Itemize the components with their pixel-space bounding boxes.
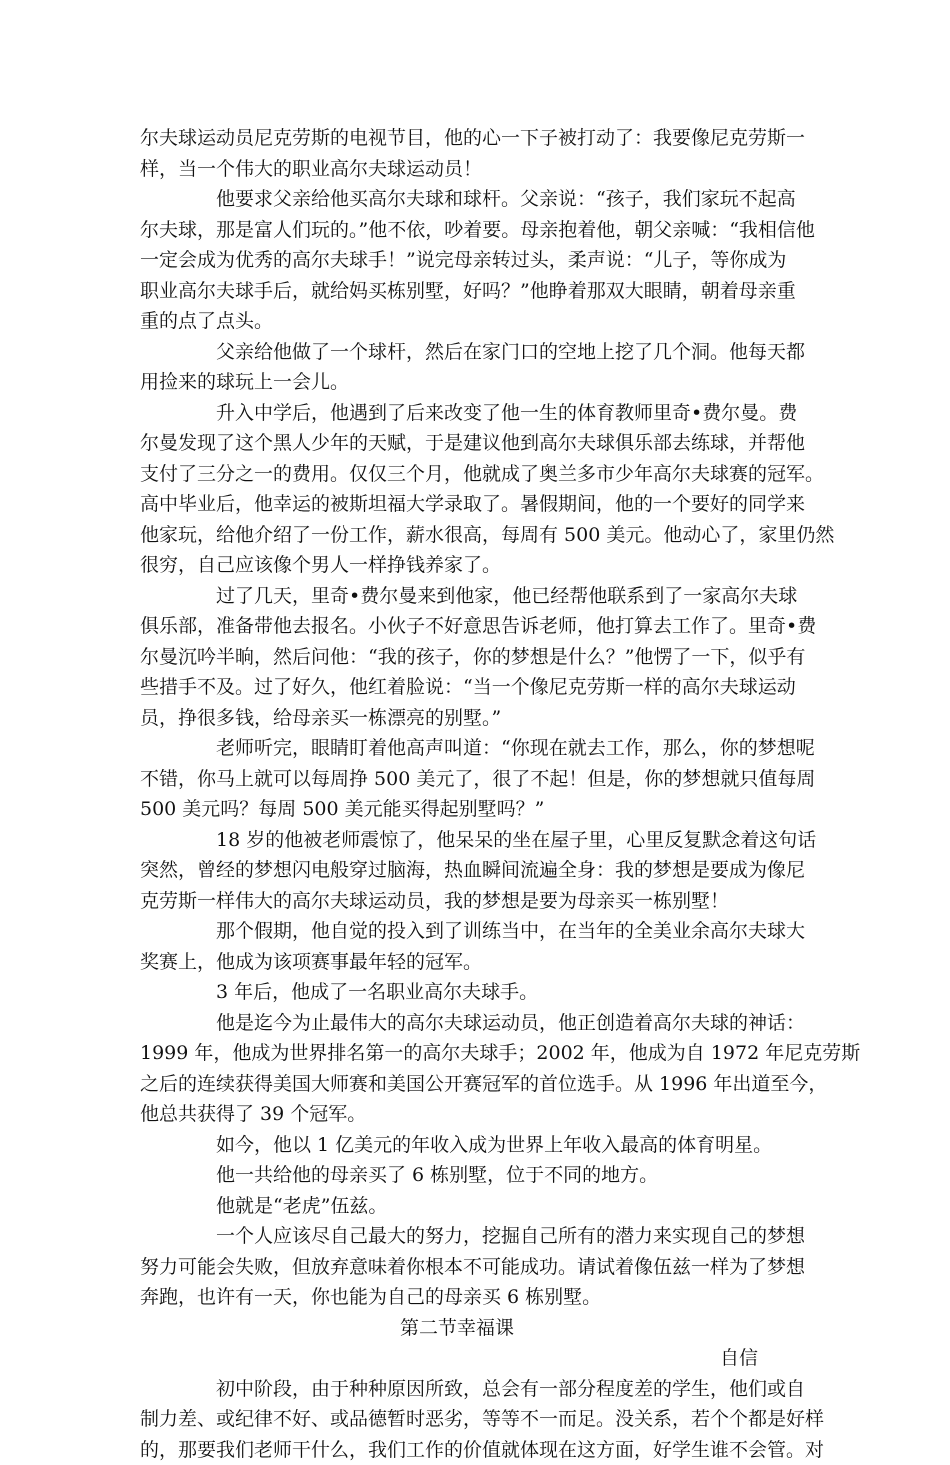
text-line: 他总共获得了 39 个冠军。: [140, 1099, 820, 1130]
text-line: 他家玩，给他介绍了一份工作，薪水很高，每周有 500 美元。他动心了，家里仍然: [140, 520, 820, 551]
text-line: 高中毕业后，他幸运的被斯坦福大学录取了。暑假期间，他的一个要好的同学来: [140, 489, 820, 520]
text-line: 突然，曾经的梦想闪电般穿过脑海，热血瞬间流遍全身：我的梦想是要成为像尼: [140, 855, 820, 886]
text-line: 制力差、或纪律不好、或品德暂时恶劣，等等不一而足。没关系，若个个都是好样: [140, 1404, 820, 1435]
section-heading: 第二节幸福课: [140, 1313, 820, 1344]
text-line: 之后的连续获得美国大师赛和美国公开赛冠军的首位选手。从 1996 年出道至今，: [140, 1069, 820, 1100]
text-line: 尔夫球运动员尼克劳斯的电视节目，他的心一下子被打动了：我要像尼克劳斯一: [140, 123, 820, 154]
text-line: 尔曼沉吟半晌，然后问他：“我的孩子，你的梦想是什么？”他愣了一下，似乎有: [140, 642, 820, 673]
text-line: 一定会成为优秀的高尔夫球手！”说完母亲转过头，柔声说：“儿子，等你成为: [140, 245, 820, 276]
paragraph-first-line: 那个假期，他自觉的投入到了训练当中，在当年的全美业余高尔夫球大: [140, 916, 820, 947]
text-line: 不错，你马上就可以每周挣 500 美元了，很了不起！但是，你的梦想就只值每周: [140, 764, 820, 795]
paragraph-first-line: 过了几天，里奇•费尔曼来到他家，他已经帮他联系到了一家高尔夫球: [140, 581, 820, 612]
paragraph-first-line: 初中阶段，由于种种原因所致，总会有一部分程度差的学生，他们或自: [140, 1374, 820, 1405]
paragraph-first-line: 父亲给他做了一个球杆，然后在家门口的空地上挖了几个洞。他每天都: [140, 337, 820, 368]
paragraph-first-line: 他要求父亲给他买高尔夫球和球杆。父亲说：“孩子，我们家玩不起高: [140, 184, 820, 215]
text-line: 些措手不及。过了好久，他红着脸说：“当一个像尼克劳斯一样的高尔夫球运动: [140, 672, 820, 703]
paragraph-first-line: 他是迄今为止最伟大的高尔夫球运动员，他正创造着高尔夫球的神话：: [140, 1008, 820, 1039]
paragraph-first-line: 18 岁的他被老师震惊了，他呆呆的坐在屋子里，心里反复默念着这句话: [140, 825, 820, 856]
text-line: 1999 年，他成为世界排名第一的高尔夫球手；2002 年，他成为自 1972 年尼克劳斯: [140, 1038, 820, 1069]
text-line: 尔曼发现了这个黑人少年的天赋，于是建议他到高尔夫球俱乐部去练球，并帮他: [140, 428, 820, 459]
text-line: 努力可能会失败，但放弃意味着你根本不可能成功。请试着像伍兹一样为了梦想: [140, 1252, 820, 1283]
subsection-title: 自信: [140, 1343, 820, 1374]
paragraph-first-line: 他一共给他的母亲买了 6 栋别墅，位于不同的地方。: [140, 1160, 820, 1191]
text-line: 很穷，自己应该像个男人一样挣钱养家了。: [140, 550, 820, 581]
text-line: 职业高尔夫球手后，就给妈买栋别墅，好吗？”他睁着那双大眼睛，朝着母亲重: [140, 276, 820, 307]
paragraph-first-line: 一个人应该尽自己最大的努力，挖掘自己所有的潜力来实现自己的梦想: [140, 1221, 820, 1252]
text-line: 样，当一个伟大的职业高尔夫球运动员！: [140, 154, 820, 185]
paragraph-first-line: 3 年后，他成了一名职业高尔夫球手。: [140, 977, 820, 1008]
text-line: 员，挣很多钱，给母亲买一栋漂亮的别墅。”: [140, 703, 820, 734]
text-line: 的，那要我们老师干什么，我们工作的价值就体现在这方面，好学生谁不会管。对: [140, 1435, 820, 1465]
text-line: 用捡来的球玩上一会儿。: [140, 367, 820, 398]
paragraph-first-line: 如今，他以 1 亿美元的年收入成为世界上年收入最高的体育明星。: [140, 1130, 820, 1161]
paragraph-first-line: 他就是“老虎”伍兹。: [140, 1191, 820, 1222]
text-line: 500 美元吗？每周 500 美元能买得起别墅吗？”: [140, 794, 820, 825]
text-line: 克劳斯一样伟大的高尔夫球运动员，我的梦想是要为母亲买一栋别墅！: [140, 886, 820, 917]
paragraph-first-line: 老师听完，眼睛盯着他高声叫道：“你现在就去工作，那么，你的梦想呢: [140, 733, 820, 764]
text-line: 奖赛上，他成为该项赛事最年轻的冠军。: [140, 947, 820, 978]
text-line: 俱乐部，准备带他去报名。小伙子不好意思告诉老师，他打算去工作了。里奇•费: [140, 611, 820, 642]
document-body: [140, 123, 820, 1465]
text-line: 重的点了点头。: [140, 306, 820, 337]
paragraph-first-line: 升入中学后，他遇到了后来改变了他一生的体育教师里奇•费尔曼。费: [140, 398, 820, 429]
text-line: 尔夫球，那是富人们玩的。”他不依，吵着要。母亲抱着他，朝父亲喊：“我相信他: [140, 215, 820, 246]
text-line: 奔跑，也许有一天，你也能为自己的母亲买 6 栋别墅。: [140, 1282, 820, 1313]
text-line: 支付了三分之一的费用。仅仅三个月，他就成了奥兰多市少年高尔夫球赛的冠军。: [140, 459, 820, 490]
